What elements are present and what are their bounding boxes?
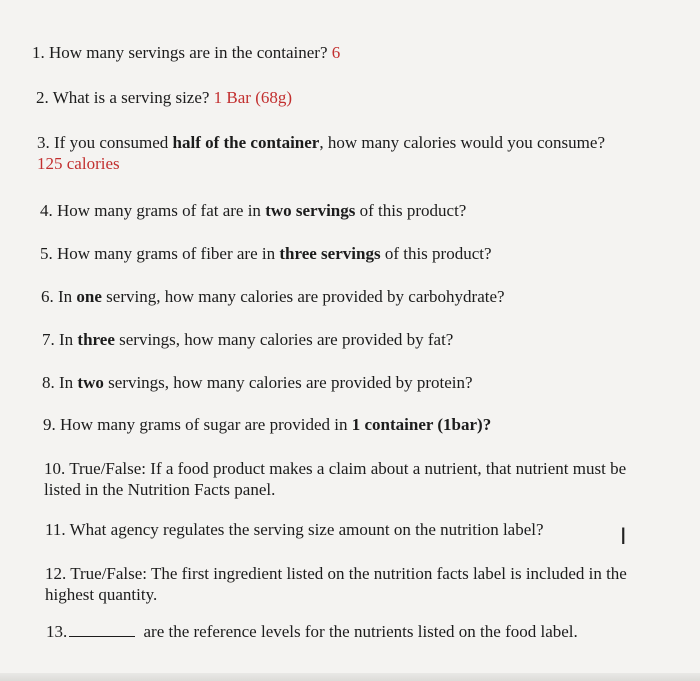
question-2 (36, 87, 292, 108)
question-number: 12. (45, 564, 67, 583)
question-text: What is a serving size? (52, 88, 210, 107)
question-text-pre: In (59, 373, 78, 392)
question-text-pre: How many grams of fat are in (57, 201, 266, 220)
question-9 (43, 414, 491, 435)
question-text-bold: half of the container (172, 133, 320, 152)
question-text-post: servings, how many calories are provided by fat? (114, 330, 454, 349)
question-text-post: , how many calories would you consume? (319, 133, 605, 152)
question-number: 9. (43, 415, 56, 434)
question-text-pre: If you consumed (54, 133, 173, 152)
answer-blank-line (69, 622, 135, 637)
question-number: 4. (40, 201, 53, 220)
question-text-bold: three servings (279, 244, 381, 263)
question-number: 6. (41, 287, 54, 306)
question-text-bold: one (76, 287, 102, 306)
question-13 (46, 621, 578, 642)
question-text: True/False: If a food product makes a claim about a nutrient, that nutrient must be listed in the Nutrition Facts panel. (44, 459, 627, 499)
question-answer: 1 Bar (68g) (213, 88, 293, 107)
question-number: 11. (45, 520, 66, 539)
question-text: are the reference levels for the nutrients listed on the food label. (143, 622, 578, 641)
question-text: How many servings are in the container? (49, 43, 328, 62)
question-text: True/False: The first ingredient listed on the nutrition facts label is included in the highest quantity. (45, 564, 627, 604)
question-number: 8. (42, 373, 55, 392)
question-3 (37, 132, 677, 174)
question-text-post: of this product? (380, 244, 492, 263)
page-bottom-edge (0, 673, 700, 681)
question-text-post: serving, how many calories are provided by carbohydrate? (101, 287, 505, 306)
question-6 (41, 286, 505, 307)
question-11 (45, 519, 544, 540)
question-text-pre: In (59, 330, 78, 349)
question-text-pre: How many grams of fiber are in (57, 244, 280, 263)
question-text-post: servings, how many calories are provided by protein? (103, 373, 473, 392)
question-number: 3. (37, 133, 50, 152)
question-number: 10. (44, 459, 66, 478)
question-text-pre: How many grams of sugar are provided in (60, 415, 352, 434)
question-text-post: of this product? (355, 201, 467, 220)
question-text-bold: 1 container (1bar)? (351, 415, 492, 434)
text-cursor-icon: I (620, 525, 627, 550)
question-text-bold: two servings (265, 201, 356, 220)
question-10 (44, 458, 664, 500)
question-1 (32, 42, 340, 63)
question-number: 5. (40, 244, 53, 263)
question-text: What agency regulates the serving size amount on the nutrition label? (69, 520, 544, 539)
question-answer: 6 (331, 43, 341, 62)
question-4 (40, 200, 466, 221)
question-number: 1. (32, 43, 45, 62)
question-number: 2. (36, 88, 49, 107)
question-7 (42, 329, 453, 350)
question-text-pre: In (58, 287, 77, 306)
question-5 (40, 243, 492, 264)
question-text-bold: two (77, 373, 104, 392)
question-text-bold: three (77, 330, 115, 349)
question-12 (45, 563, 665, 605)
question-8 (42, 372, 473, 393)
question-number: 13. (46, 622, 68, 641)
question-number: 7. (42, 330, 55, 349)
question-answer: 125 calories (37, 154, 120, 173)
